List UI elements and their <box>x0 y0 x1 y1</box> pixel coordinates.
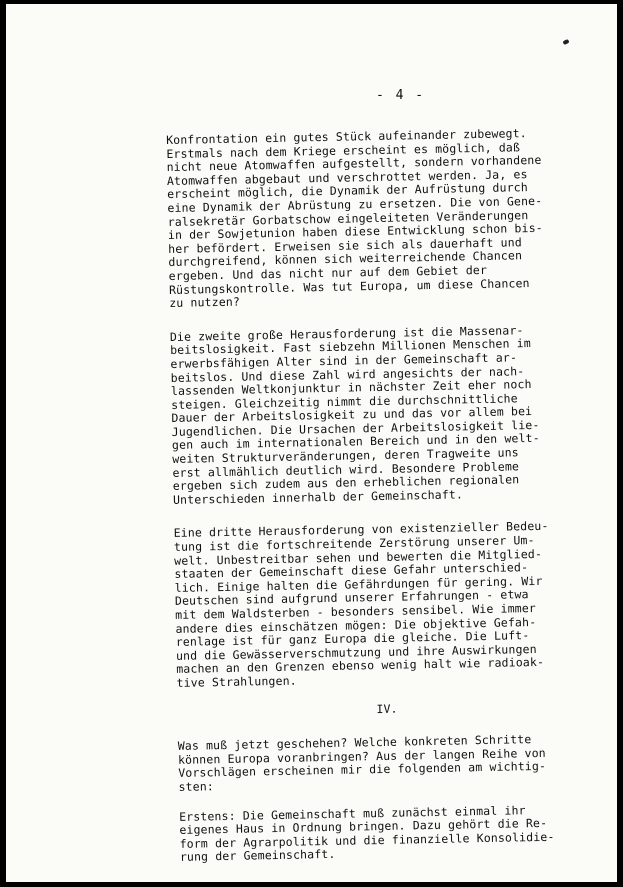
paragraph-environment: Eine dritte Herausforderung von existenzieller Bedeu- tung ist die fortschreitende Zerstörung unserer Um- welt. Unbestreitbar sehen und bewerten die Mitglied- staaten der Gemeinschaft diese Gefahr unterschied- lich. Einige halten die Gefährdungen für gering. Wir Deutschen sind aufgrund unserer Erfahrungen - etwa mit dem Waldsterben - besonders sensibel. Wie immer andere dies einschätzen mögen: Die objektive Gefah- renlage ist für ganz Europa die gleiche. Die Luft- und die Gewässerverschmutzung und ihre Auswirkungen machen an den Grenzen ebenso wenig halt wie radioak- tive Strahlungen. <box>173 519 549 690</box>
scan-speck <box>562 39 569 45</box>
paragraph-confrontation: Konfrontation ein gutes Stück aufeinander zubewegt. Erstmals nach dem Kriege erscheint es möglich, daß nicht neue Atomwaffen aufgestellt, sondern vorhandene Atomwaffen abgebaut und verschrottet werden. Ja, es erscheint möglich, die Dynamik der Aufrüstung durch eine Dynamik der Abrüstung zu ersetzen. Die von Gene- ralsekretär Gorbatschow eingeleiteten Veränderungen in der Sowjetunion haben diese Entwicklung schon bis- her befördert. Erweisen sie sich als dauerhaft und durchgreifend, können sich weiterreichende Chancen ergeben. Und das nicht nur auf dem Gebiet der Rüstungskontrolle. Was tut Europa, um diese Chancen zu nutzen? <box>165 126 543 311</box>
section-heading: IV. <box>376 701 398 716</box>
page-number: - 4 - <box>376 88 426 103</box>
paragraph-firstly: Erstens: Die Gemeinschaft muß zunächst einmal ihr eigenes Haus in Ordnung bringen. Dazu gehört die Re- form der Agrarpolitik und die finanzielle Konsolidie- rung der Gemeinschaft. <box>178 802 555 865</box>
document-page <box>6 4 617 882</box>
paragraph-unemployment: Die zweite große Herausforderung ist die Massenar- beitslosigkeit. Fast siebzehn Millionen Menschen im erwerbsfähigen Alter sind in der Gemeinschaft ar- beitslos. Und diese Zahl wird angesichts der nach- lassenden Weltkonjunktur in nächster Zeit eher noch steigen. Gleichzeitig nimmt die durchschnittliche Dauer der Arbeitslosigkeit zu und das vor allem bei Jugendlichen. Die Ursachen der Arbeitslosigkeit lie- gen auch im internationalen Bereich und in den welt- weiten Strukturveränderungen, deren Tragweite uns erst allmählich deutlich wird. Besondere Probleme ergeben sich zudem aus den erheblichen regionalen Unterschieden innerhalb der Gemeinschaft. <box>169 322 540 507</box>
paragraph-what-now: Was muß jetzt geschehen? Welche konkreten Schritte können Europa voranbringen? Aus der langen Reihe von Vorschlägen erscheinen mir die folgenden am wichtig- sten: <box>177 732 547 794</box>
body-text <box>166 126 580 882</box>
